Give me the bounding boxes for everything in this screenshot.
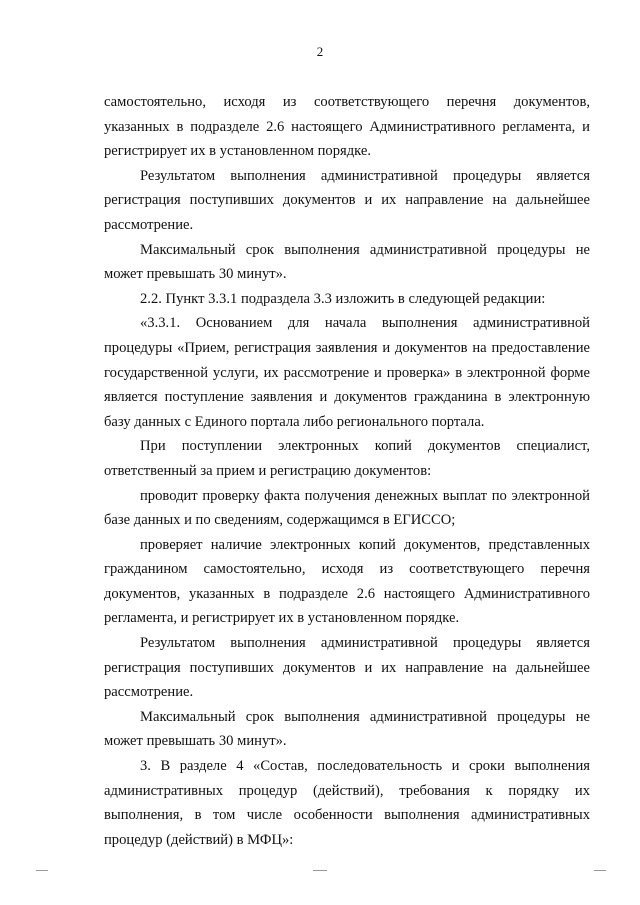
text-line: Максимальный срок выполнения административной процедуры не — [140, 708, 590, 725]
text-line: самостоятельно, исходя из соответствующего перечня документов, — [104, 94, 590, 110]
document-body — [104, 90, 590, 852]
text-line: рассмотрение. — [104, 684, 194, 701]
text-line: 3. В разделе 4 «Состав, последовательность и сроки выполнения — [140, 758, 590, 775]
text-line: Результатом выполнения административной процедуры является — [140, 635, 590, 652]
text-line: административных процедур (действий), требования к порядку их — [104, 782, 590, 799]
text-line: Результатом выполнения административной процедуры является — [140, 167, 590, 184]
text-line: является поступление заявления и документов гражданина в электронную — [104, 389, 590, 406]
text-line: указанных в подразделе 2.6 настоящего Административного регламента, и — [104, 118, 590, 135]
text-line: гражданином самостоятельно, исходя из соответствующего перечня — [104, 561, 590, 578]
paragraph — [104, 754, 590, 852]
text-line: регистрация поступивших документов и их направление на дальнейшее — [104, 659, 590, 676]
text-line: «3.3.1. Основанием для начала выполнения административной — [140, 315, 590, 332]
text-line: проверяет наличие электронных копий документов, представленных — [140, 536, 590, 553]
paragraph — [104, 434, 590, 483]
paragraph — [104, 90, 590, 164]
text-line: рассмотрение. — [104, 216, 194, 233]
text-line: ответственный за прием и регистрацию документов: — [104, 462, 432, 479]
text-line: может превышать 30 минут». — [104, 733, 287, 750]
text-line: документов, указанных в подразделе 2.6 настоящего Административного — [104, 585, 590, 602]
paragraph — [104, 484, 590, 533]
paragraph — [104, 631, 590, 705]
text-line: проводит проверку факта получения денежных выплат по электронной — [140, 487, 590, 504]
footer-rule-center — [313, 870, 327, 872]
text-line: может превышать 30 минут». — [104, 266, 287, 283]
text-line: регистрация поступивших документов и их направление на дальнейшее — [104, 192, 590, 209]
paragraph — [104, 164, 590, 238]
text-line: базу данных с Единого портала либо регионального портала. — [104, 413, 485, 430]
text-line: базе данных и по сведениям, содержащимся в ЕГИССО; — [104, 512, 456, 529]
footer-rule-right — [594, 870, 606, 872]
paragraph — [104, 705, 590, 754]
text-line: регламента, и регистрирует их в установленном порядке. — [104, 610, 460, 627]
paragraph — [104, 533, 590, 631]
paragraph — [104, 311, 590, 434]
footer-rule-left — [36, 870, 48, 872]
text-line: При поступлении электронных копий документов специалист, — [140, 438, 590, 455]
paragraph — [104, 238, 590, 287]
text-line: Максимальный срок выполнения административной процедуры не — [140, 241, 590, 258]
text-line: выполнения, в том числе особенности выполнения административных — [104, 807, 590, 824]
text-line: процедур (действий) в МФЦ»: — [104, 831, 294, 848]
text-line: регистрирует их в установленном порядке. — [104, 143, 372, 160]
text-line: 2.2. Пункт 3.3.1 подраздела 3.3 изложить в следующей редакции: — [140, 290, 546, 307]
text-line: процедуры «Прием, регистрация заявления и документов на предоставление — [104, 339, 590, 356]
text-line: государственной услуги, их рассмотрение и проверка» в электронной форме — [104, 364, 590, 381]
paragraph — [104, 287, 590, 312]
page-number: 2 — [316, 44, 324, 59]
